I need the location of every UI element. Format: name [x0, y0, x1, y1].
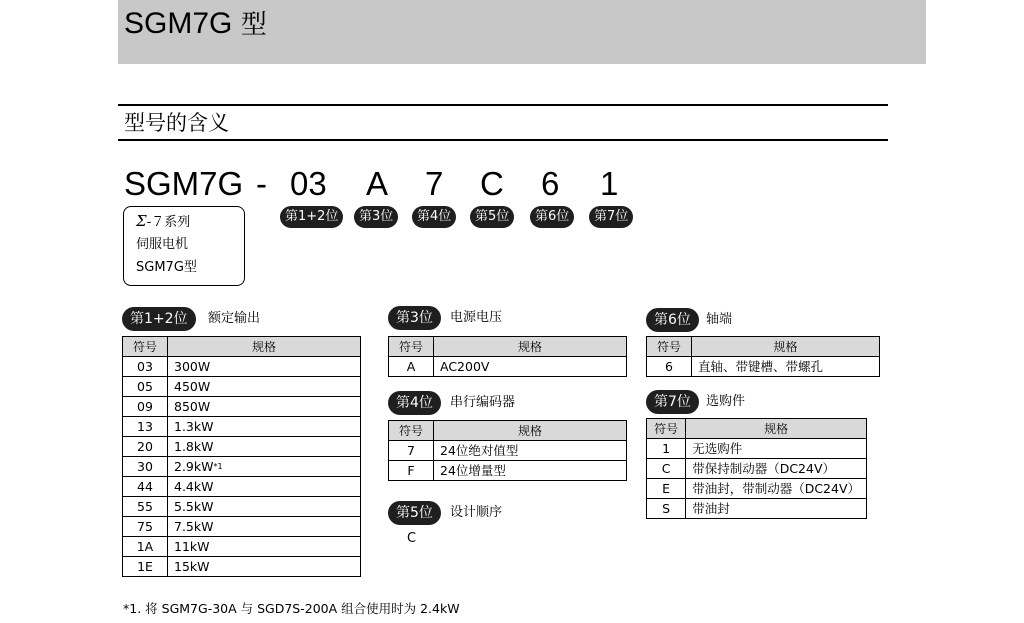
cell-spec: 无选购件: [686, 439, 867, 459]
spec-value: 850W: [174, 399, 211, 414]
table-shaft: [646, 336, 880, 377]
pill-pos-6: 第6位: [530, 206, 574, 228]
col-header-code: 符号: [647, 419, 686, 439]
cell-spec: [168, 417, 361, 437]
table-row: [389, 357, 627, 377]
table-row: [647, 459, 867, 479]
cell-code: 09: [123, 397, 168, 417]
pill-pos-1-2: 第1+2位: [280, 206, 343, 228]
cell-code: 1: [647, 439, 686, 459]
table-encoder: [388, 420, 627, 481]
cell-spec: 带油封，带制动器（DC24V）: [686, 479, 867, 499]
series-line-3: SGM7G型: [136, 260, 197, 275]
table-row: [123, 377, 361, 397]
series-box: [123, 206, 245, 286]
table-row: [389, 461, 627, 481]
col-header-spec: 规格: [434, 337, 627, 357]
model-prefix: SGM7G: [124, 165, 244, 202]
cell-code: 7: [389, 441, 434, 461]
sigma-symbol: Σ: [136, 212, 147, 230]
series-line-2: 伺服电机: [136, 237, 189, 252]
cell-spec: [168, 397, 361, 417]
model-code-voltage: A: [366, 165, 389, 202]
pill-pos-3: 第3位: [354, 206, 398, 228]
spec-value: 4.4kW: [174, 479, 214, 494]
cell-spec: 24位绝对值型: [434, 441, 627, 461]
spec-value: 1.8kW: [174, 439, 214, 454]
spec-value: 15kW: [174, 559, 210, 574]
model-dash: -: [256, 165, 267, 202]
spec-value: 7.5kW: [174, 519, 214, 534]
col-header-spec: 规格: [434, 421, 627, 441]
badge-voltage: 第3位: [388, 306, 441, 330]
model-code-design: C: [480, 165, 504, 202]
badge-output: 第1+2位: [122, 307, 196, 331]
table-options: [646, 418, 867, 519]
title-suffix: 型: [240, 10, 267, 40]
cell-spec: [168, 557, 361, 577]
col-header-spec: 规格: [168, 337, 361, 357]
cell-code: 20: [123, 437, 168, 457]
col-header-code: 符号: [123, 337, 168, 357]
badge-shaft: 第6位: [646, 308, 699, 332]
cell-code: 44: [123, 477, 168, 497]
model-code-shaft: 6: [541, 165, 560, 202]
table-row: [123, 357, 361, 377]
label-voltage: 电源电压: [450, 310, 503, 325]
section-rule-bottom: [118, 139, 888, 141]
model-code-output: 03: [290, 165, 327, 202]
cell-spec: [168, 477, 361, 497]
series-line-1: [136, 212, 190, 232]
cell-code: E: [647, 479, 686, 499]
table-row: [123, 557, 361, 577]
table-row: [123, 477, 361, 497]
cell-code: 1E: [123, 557, 168, 577]
table-row: [123, 517, 361, 537]
footnote-mark: *1.: [123, 601, 142, 616]
section-title: 型号的含义: [124, 111, 229, 135]
cell-spec: [168, 497, 361, 517]
table-voltage: [388, 336, 627, 377]
cell-code: 30: [123, 457, 168, 477]
pill-pos-4: 第4位: [412, 206, 456, 228]
pill-pos-7: 第7位: [589, 206, 633, 228]
col-header-code: 符号: [647, 337, 692, 357]
col-header-code: 符号: [389, 337, 434, 357]
table-row: [123, 417, 361, 437]
cell-code: A: [389, 357, 434, 377]
cell-code: S: [647, 499, 686, 519]
title-model: SGM7G: [124, 7, 233, 40]
cell-code: 13: [123, 417, 168, 437]
cell-code: 03: [123, 357, 168, 377]
model-code-option: 1: [600, 165, 619, 202]
table-row: [647, 357, 880, 377]
footnote: [123, 600, 460, 618]
label-shaft: 轴端: [706, 312, 733, 327]
cell-code: 75: [123, 517, 168, 537]
cell-spec: [168, 457, 361, 477]
col-header-spec: 规格: [692, 337, 880, 357]
col-header-spec: 规格: [686, 419, 867, 439]
cell-spec: [168, 357, 361, 377]
label-options: 选购件: [706, 394, 746, 409]
cell-spec: [168, 517, 361, 537]
cell-code: 05: [123, 377, 168, 397]
cell-code: 6: [647, 357, 692, 377]
spec-value: 300W: [174, 359, 211, 374]
spec-value: 11kW: [174, 539, 210, 554]
cell-spec: [168, 377, 361, 397]
spec-value: 2.9kW: [174, 459, 214, 474]
footnote-ref: *1: [213, 462, 223, 471]
spec-value: 1.3kW: [174, 419, 214, 434]
pill-pos-5: 第5位: [470, 206, 514, 228]
model-code-encoder: 7: [425, 165, 444, 202]
table-row: [647, 479, 867, 499]
table-row: [123, 497, 361, 517]
cell-code: C: [647, 459, 686, 479]
table-row: [123, 397, 361, 417]
cell-spec: [168, 537, 361, 557]
section-rule-top: [118, 104, 888, 106]
cell-code: 55: [123, 497, 168, 517]
cell-spec: 24位增量型: [434, 461, 627, 481]
table-row: [123, 437, 361, 457]
cell-code: F: [389, 461, 434, 481]
cell-spec: 带油封: [686, 499, 867, 519]
label-design: 设计顺序: [450, 505, 503, 520]
label-output: 额定输出: [208, 311, 261, 326]
badge-design: 第5位: [388, 501, 441, 525]
label-encoder: 串行编码器: [450, 395, 516, 410]
table-row: [123, 537, 361, 557]
footnote-text: 将 SGM7G-30A 与 SGD7S-200A 组合使用时为 2.4kW: [145, 601, 460, 616]
cell-code: 1A: [123, 537, 168, 557]
table-row: [647, 439, 867, 459]
cell-spec: 直轴、带键槽、带螺孔: [692, 357, 880, 377]
col-header-code: 符号: [389, 421, 434, 441]
spec-value: 5.5kW: [174, 499, 214, 514]
spec-value: 450W: [174, 379, 211, 394]
cell-spec: [168, 437, 361, 457]
table-row: [647, 499, 867, 519]
cell-spec: AC200V: [434, 357, 627, 377]
badge-options: 第7位: [646, 390, 699, 414]
table-row: [389, 441, 627, 461]
cell-spec: 带保持制动器（DC24V）: [686, 459, 867, 479]
page-title: [124, 4, 267, 45]
table-output: [122, 336, 361, 577]
series-name: -７系列: [146, 215, 191, 230]
design-value: C: [407, 531, 417, 546]
badge-encoder: 第4位: [388, 391, 441, 415]
table-row: [123, 457, 361, 477]
